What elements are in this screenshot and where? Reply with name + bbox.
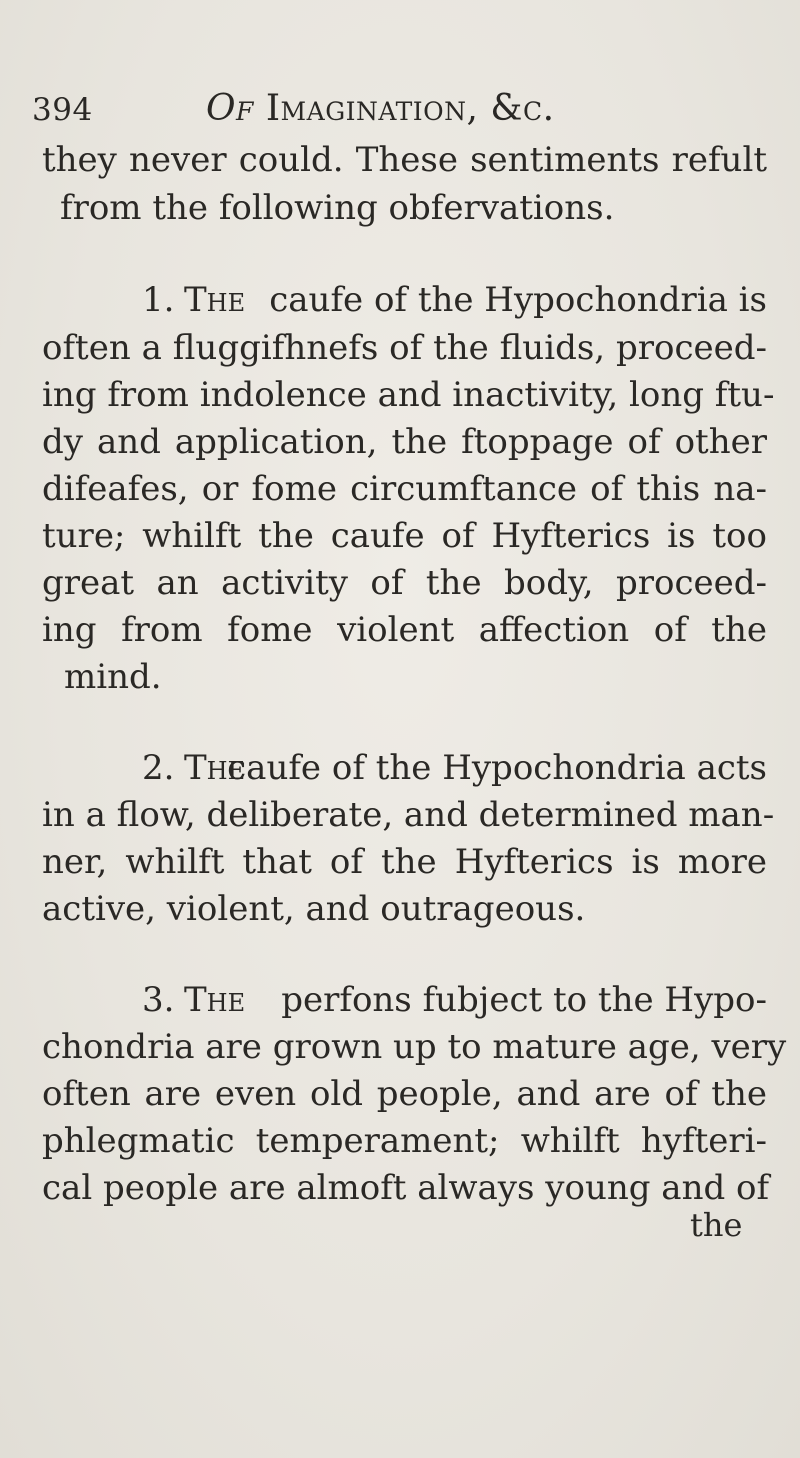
- para1-line-0: caufe of the Hypochondria is: [269, 280, 767, 320]
- para1-number: 1.: [142, 280, 175, 320]
- para2-lead: The: [184, 748, 246, 788]
- intro-line-1: they never could. These sentiments refult: [42, 140, 767, 180]
- para1-line: often a fluggifhnefs of the fluids, proceed-: [42, 328, 767, 368]
- para3-first-line: [142, 980, 767, 1020]
- para3-line: cal people are almoft always young and of: [42, 1168, 770, 1208]
- para1-line: great an activity of the body, proceed-: [42, 563, 767, 603]
- para3-number: 3.: [142, 980, 175, 1020]
- para1-line: ing from indolence and inactivity, long ftu-: [42, 375, 775, 415]
- para1-line: ing from fome violent affection of the: [42, 610, 767, 650]
- running-title-rest: Imagination, &c.: [265, 88, 555, 129]
- running-header: [32, 82, 772, 142]
- para2-line: in a flow, deliberate, and determined man-: [42, 795, 775, 835]
- para3-line: chondria are grown up to mature age, very: [42, 1027, 787, 1067]
- para2-line: ner, whilft that of the Hyfterics is more: [42, 842, 767, 882]
- para1-line: difeafes, or fome circumftance of this na-: [42, 469, 767, 509]
- para1-line: dy and application, the ftoppage of other: [42, 422, 767, 462]
- para3-line-0: perfons fubject to the Hypo-: [281, 980, 767, 1020]
- para2-first-line: [142, 748, 767, 788]
- para1-first-line: [142, 280, 767, 320]
- running-title-of: Of: [206, 88, 254, 129]
- para3-line: phlegmatic temperament; whilft hyfteri-: [42, 1121, 767, 1161]
- para1-line-last: mind.: [64, 657, 162, 697]
- para2-line-last: active, violent, and outrageous.: [42, 889, 586, 929]
- para2-line-0: caufe of the Hypochondria acts: [227, 748, 767, 788]
- para2-number: 2.: [142, 748, 175, 788]
- page-number: 394: [32, 92, 93, 128]
- running-title: [206, 88, 555, 129]
- para1-lead: The: [184, 280, 246, 320]
- para1-line: ture; whilft the caufe of Hyfterics is too: [42, 516, 767, 556]
- intro-line-2: from the following obfervations.: [60, 188, 615, 228]
- catchword: the: [690, 1206, 743, 1244]
- para3-lead: The: [184, 980, 246, 1020]
- para3-line: often are even old people, and are of the: [42, 1074, 767, 1114]
